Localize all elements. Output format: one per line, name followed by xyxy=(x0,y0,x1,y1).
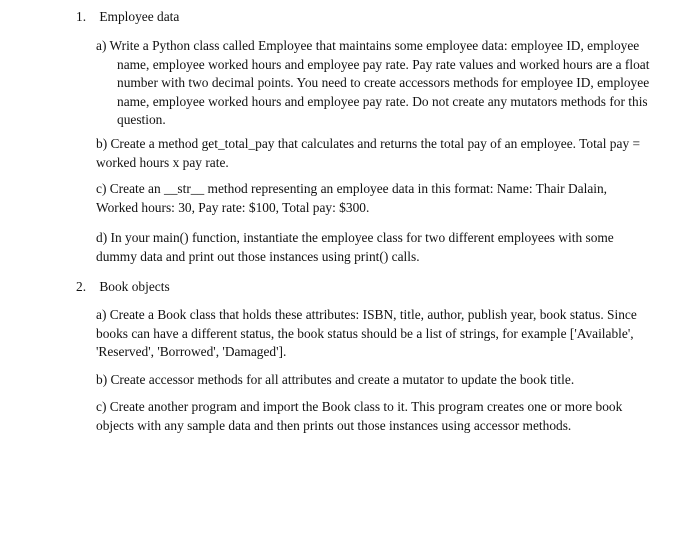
question-1-part-c: c) Create an __str__ method representing an employee data in this format: Name: Thair Dalain, Worked hours: 30, Pay rate: $100, Total pay: $300. xyxy=(96,181,608,215)
question-2-part-b: b) Create accessor methods for all attributes and create a mutator to update the book title. xyxy=(96,372,575,387)
question-2-title: Book objects xyxy=(99,279,170,294)
question-1-part-a: a) Write a Python class called Employee that maintains some employee data: employee ID, employee name, employee worked hours and employee pay rate. Pay rate values and worked hours are a float number with two decimal points. You need to create accessors methods for employee ID, employee name, employee worked hours and employee pay rate. Do not create any mutators methods for this question. xyxy=(96,38,650,127)
question-1-number: 1. xyxy=(76,9,87,24)
question-2-heading xyxy=(76,278,170,297)
question-2-part-c: c) Create another program and import the Book class to it. This program creates one or more book objects with any sample data and then prints out those instances using accessor methods. xyxy=(96,399,623,433)
question-1-heading xyxy=(76,8,179,27)
question-1-part-d: d) In your main() function, instantiate the employee class for two different employees with some dummy data and print out those instances using print() calls. xyxy=(96,230,614,264)
question-2-number: 2. xyxy=(76,279,87,294)
question-1-part-b: b) Create a method get_total_pay that calculates and returns the total pay of an employee. Total pay = worked hours x pay rate. xyxy=(96,136,641,170)
question-1-title: Employee data xyxy=(99,9,180,24)
question-2-part-a: a) Create a Book class that holds these attributes: ISBN, title, author, publish year, book status. Since books can have a different status, the book status should be a list of strings, for example ['Available', 'Reserved', 'Borrowed', 'Damaged']. xyxy=(96,307,637,359)
